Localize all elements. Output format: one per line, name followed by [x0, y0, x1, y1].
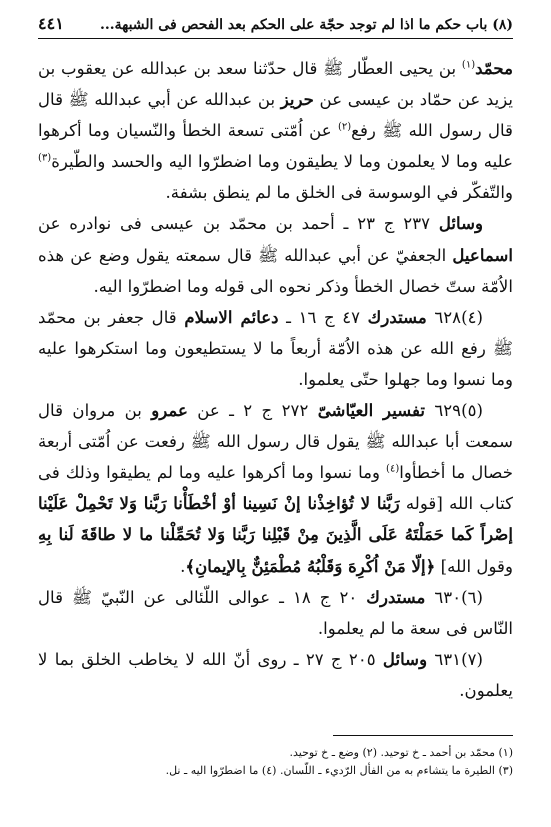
hadith-text: ٢٣٧ ج ٢٣ ـ أحمد بن محمّد بن عيسى فى نوادره عن [38, 214, 439, 234]
footnotes [38, 744, 513, 780]
source-name: وسائل [438, 213, 483, 234]
hadith-text: وما نسوا وما أكرهوا عليه وما لم يطيقوا وذلك فى كتاب الله [قوله [38, 463, 513, 514]
hadith-text: قال جعفر بن محمّد ﷺ رفع الله عن هذه الاُمّة أربعاً ما لا يستطيعون وما استكرهوا عليه وما نسوا وما جهلوا حتّى يعلموا. [38, 307, 513, 389]
hadith-paragraph-4 [38, 395, 513, 582]
hadith-text: بن يحيى العطّار ﷺ قال حدّثنا سعد بن عبدالله عن يعقوب بن يزيد عن حمّاد بن عيسى عن [38, 59, 513, 110]
hadith-paragraph-5 [38, 582, 513, 644]
hadith-number: (٥)٦٢٩ [425, 401, 483, 421]
footnote-line: (٣) الطيرة ما يتشاءم به من الفأل الرّديء ـ اللّسان. (٤) ما اضطرّوا اليه ـ نل. [165, 764, 513, 777]
hadith-text: ٤٧ ج ١٦ ـ [278, 307, 368, 327]
footnote-ref: (٢) [337, 121, 352, 133]
hadith-text: عن اُمّتى تسعة الخطأ والنّسيان وما أكرهوا عليه وما لا يعلمون وما لا يطيقون وما اضطرّوا اليه والحسد والطّيرة [38, 121, 513, 172]
source-name: وسائل [382, 648, 428, 669]
narrator-name: محمّد [475, 58, 513, 78]
source-name: دعائم الاسلام [184, 306, 279, 327]
hadith-number: (٧)٦٣١ [427, 649, 483, 669]
hadith-number: (٦)٦٣٠ [425, 587, 484, 607]
hadith-text: ٢٠٥ ج ٢٧ ـ روى أنّ الله لا يخاطب الخلق بما لا يعلمون. [38, 649, 513, 700]
hadith-text: الجعفيّ عن أبي عبدالله ﷺ قال سمعته يقول وضع عن هذه الاُمّة ستّ خصال الخطأ وذكر نحوه الى قوله وما اضطرّوا اليه. [38, 245, 513, 296]
footnote-divider [333, 735, 513, 736]
source-name: مستدرك [367, 306, 427, 327]
quran-verse: رَبَّنا لا تُؤاخِذْنا إنْ نَسِينا أوْ أخْطَأْنا رَبَّنا وَلا تَحْمِلْ عَلَيْنا إصْراً كَما حَمَلْتَهُ عَلَى الَّذِينَ مِنْ قَبْلِنا رَبَّنا وَلا تُحَمِّلْنا ما لا طاقَةَ لَنا بِهِ [38, 493, 513, 545]
narrator-name: اسماعيل [452, 244, 513, 265]
hadith-text: . [180, 556, 186, 576]
hadith-text: والتّفكّر في الوسوسة فى الخلق ما لم ينطق بشفة. [165, 183, 513, 203]
footnote-ref: (٤) [386, 463, 400, 475]
source-name: مستدرك [366, 586, 426, 607]
chapter-title: (٨) باب حكم ما اذا لم توجد حجّة على الحكم بعد الفحص فى الشبهة... [99, 17, 513, 33]
footnote-ref: (١) [461, 59, 476, 71]
hadith-number: (٤)٦٢٨ [426, 307, 483, 327]
quran-verse: ﴿إلّا مَنْ اُكْرِهَ وَقَلْبُهُ مُطْمَئِنٌّ بِالإيمانِ﴾ [185, 555, 436, 576]
source-name: تفسير العيّاشىّ [317, 400, 426, 421]
hadith-text: وقول الله] [435, 556, 513, 576]
page-number: ٤٤١ [38, 14, 64, 33]
hadith-text: بن مروان قال سمعت أبا عبدالله ﷺ يقول قال رسول الله ﷺ رفعت عن اُمّتى أربعة خصال ما أخطأوا [38, 401, 513, 483]
narrator-name: عمرو [151, 400, 188, 421]
hadith-text: ٢٧٢ ج ٢ ـ عن [187, 401, 318, 421]
hadith-text: ٢٠ ج ١٨ ـ عوالى اللّئالى عن النّبيّ ﷺ قال النّاس فى سعة ما لم يعلموا. [38, 587, 513, 638]
hadith-paragraph-1 [38, 53, 513, 208]
hadith-text: بن عبدالله عن أبي عبدالله ﷺ قال قال رسول الله ﷺ رفع [38, 90, 513, 141]
hadith-paragraph-3 [38, 302, 513, 395]
footnote-line: (١) محمّد بن أحمد ـ خ توحيد. (٢) وضع ـ خ توحيد. [289, 746, 513, 759]
footnote-ref: (٣) [38, 152, 52, 164]
narrator-name: حريز [280, 89, 314, 110]
running-header [38, 14, 513, 39]
hadith-paragraph-2 [38, 208, 513, 301]
hadith-paragraph-6 [38, 644, 513, 706]
main-text [38, 53, 513, 706]
